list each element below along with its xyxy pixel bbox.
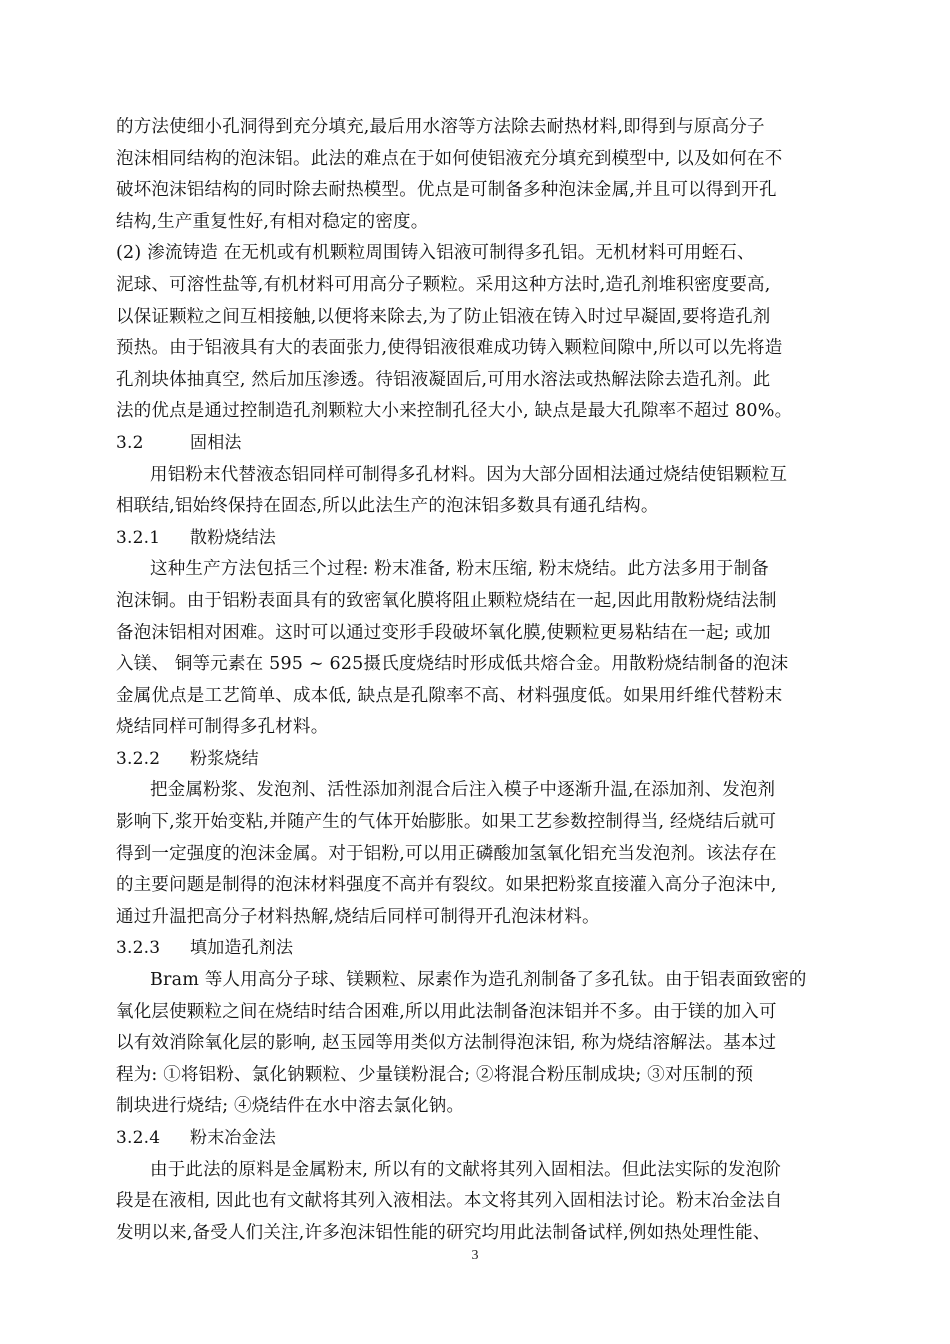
paragraph-line: 法的优点是通过控制造孔剂颗粒大小来控制孔径大小, 缺点是最大孔隙率不超过 80%。	[116, 401, 793, 422]
paragraph-line: 入镁、 铜等元素在 595 ~ 625摄氏度烧结时形成低共熔合金。用散粉烧结制备的泡沫	[116, 654, 789, 675]
paragraph-line: 以保证颗粒之间互相接触,以便将来除去,为了防止铝液在铸入时过早凝固,要将造孔剂	[116, 306, 771, 327]
section-title: 散粉烧结法	[190, 527, 276, 548]
paragraph-line: 泥球、可溶性盐等,有机材料可用高分子颗粒。采用这种方法时,造孔剂堆积密度要高,	[116, 274, 771, 295]
section-number: 3.2.3	[116, 938, 161, 959]
paragraph-line: 影响下,浆开始变粘,并随产生的气体开始膨胀。如果工艺参数控制得当, 经烧结后就可	[116, 812, 777, 833]
paragraph-line: 的方法使细小孔洞得到充分填充,最后用水溶等方法除去耐热材料,即得到与原高分子	[116, 117, 765, 137]
section-title: 填加造孔剂法	[190, 938, 294, 959]
page-number: 3	[471, 1248, 479, 1263]
paragraph-line: Bram 等人用高分子球、镁颗粒、尿素作为造孔剂制备了多孔钛。由于铝表面致密的	[150, 970, 807, 991]
paragraph-line: 程为: ①将铝粉、氯化钠颗粒、少量镁粉混合; ②将混合粉压制成块; ③对压制的预	[116, 1064, 754, 1085]
section-heading	[116, 523, 838, 555]
section-heading	[116, 933, 838, 965]
paragraph-line: 备泡沫铝相对困难。这时可以通过变形手段破坏氧化膜,使颗粒更易粘结在一起; 或加	[116, 622, 771, 643]
paragraph-line: 的主要问题是制得的泡沫材料强度不高并有裂纹。如果把粉浆直接灌入高分子泡沫中,	[116, 875, 777, 896]
paragraph-line: 烧结同样可制得多孔材料。	[116, 717, 329, 738]
section-number: 3.2.4	[116, 1128, 161, 1148]
paragraph-line: 预热。由于铝液具有大的表面张力,使得铝液很难成功铸入颗粒间隙中,所以可以先将造	[116, 338, 783, 359]
paragraph-line: 孔剂块体抽真空, 然后加压渗透。待铝液凝固后,可用水溶法或热解法除去造孔剂。此	[116, 369, 771, 390]
paragraph-line: 段是在液相, 因此也有文献将其列入液相法。本文将其列入固相法讨论。粉末冶金法自	[116, 1191, 783, 1212]
paragraph-line: 得到一定强度的泡沫金属。对于铝粉,可以用正磷酸加氢氧化铝充当发泡剂。该法存在	[116, 843, 777, 864]
paragraph-line: 通过升温把高分子材料热解,烧结后同样可制得开孔泡沫材料。	[116, 906, 600, 927]
paragraph-line: 结构,生产重复性好,有相对稳定的密度。	[116, 211, 429, 232]
paragraph-line: 破坏泡沫铝结构的同时除去耐热模型。优点是可制备多种泡沫金属,并且可以得到开孔	[116, 180, 777, 201]
paragraph-line: 泡沫相同结构的泡沫铝。此法的难点在于如何使铝液充分填充到模型中, 以及如何在不	[116, 148, 783, 169]
paragraph-line: 相联结,铝始终保持在固态,所以此法生产的泡沫铝多数具有通孔结构。	[116, 496, 659, 517]
paragraph-line: 把金属粉浆、发泡剂、活性添加剂混合后注入模子中逐渐升温,在添加剂、发泡剂	[150, 780, 776, 801]
paragraph-line: 以有效消除氧化层的影响, 赵玉园等用类似方法制得泡沫铝, 称为烧结溶解法。基本过	[116, 1033, 777, 1054]
paragraph-line: (2) 渗流铸造 在无机或有机颗粒周围铸入铝液可制得多孔铝。无机材料可用蛭石、	[116, 243, 755, 264]
section-number: 3.2	[116, 432, 144, 453]
paragraph-line: 由于此法的原料是金属粉末, 所以有的文献将其列入固相法。但此法实际的发泡阶	[150, 1159, 782, 1180]
body-text	[116, 112, 838, 1249]
section-number: 3.2.2	[116, 748, 161, 769]
section-heading	[116, 428, 838, 460]
paragraph-line: 这种生产方法包括三个过程: 粉末准备, 粉末压缩, 粉末烧结。此方法多用于制备	[150, 559, 770, 580]
section-number: 3.2.1	[116, 527, 161, 548]
section-heading	[116, 1123, 838, 1155]
section-title: 固相法	[190, 432, 242, 453]
paragraph-line: 发明以来,备受人们关注,许多泡沫铝性能的研究均用此法制备试样,例如热处理性能、	[116, 1222, 771, 1243]
paragraph-line: 氧化层使颗粒之间在烧结时结合困难,所以用此法制备泡沫铝并不多。由于镁的加入可	[116, 1001, 777, 1022]
paragraph-line: 制块进行烧结; ④烧结件在水中溶去氯化钠。	[116, 1096, 465, 1117]
paragraph-line: 用铝粉末代替液态铝同样可制得多孔材料。因为大部分固相法通过烧结使铝颗粒互	[150, 464, 788, 485]
paragraph-line: 泡沫铜。由于铝粉表面具有的致密氧化膜将阻止颗粒烧结在一起,因此用散粉烧结法制	[116, 590, 777, 611]
section-heading	[116, 744, 838, 776]
paragraph-line: 金属优点是工艺简单、成本低, 缺点是孔隙率不高、材料强度低。如果用纤维代替粉末	[116, 685, 783, 706]
section-title: 粉末冶金法	[190, 1128, 276, 1148]
section-title: 粉浆烧结	[190, 748, 259, 769]
